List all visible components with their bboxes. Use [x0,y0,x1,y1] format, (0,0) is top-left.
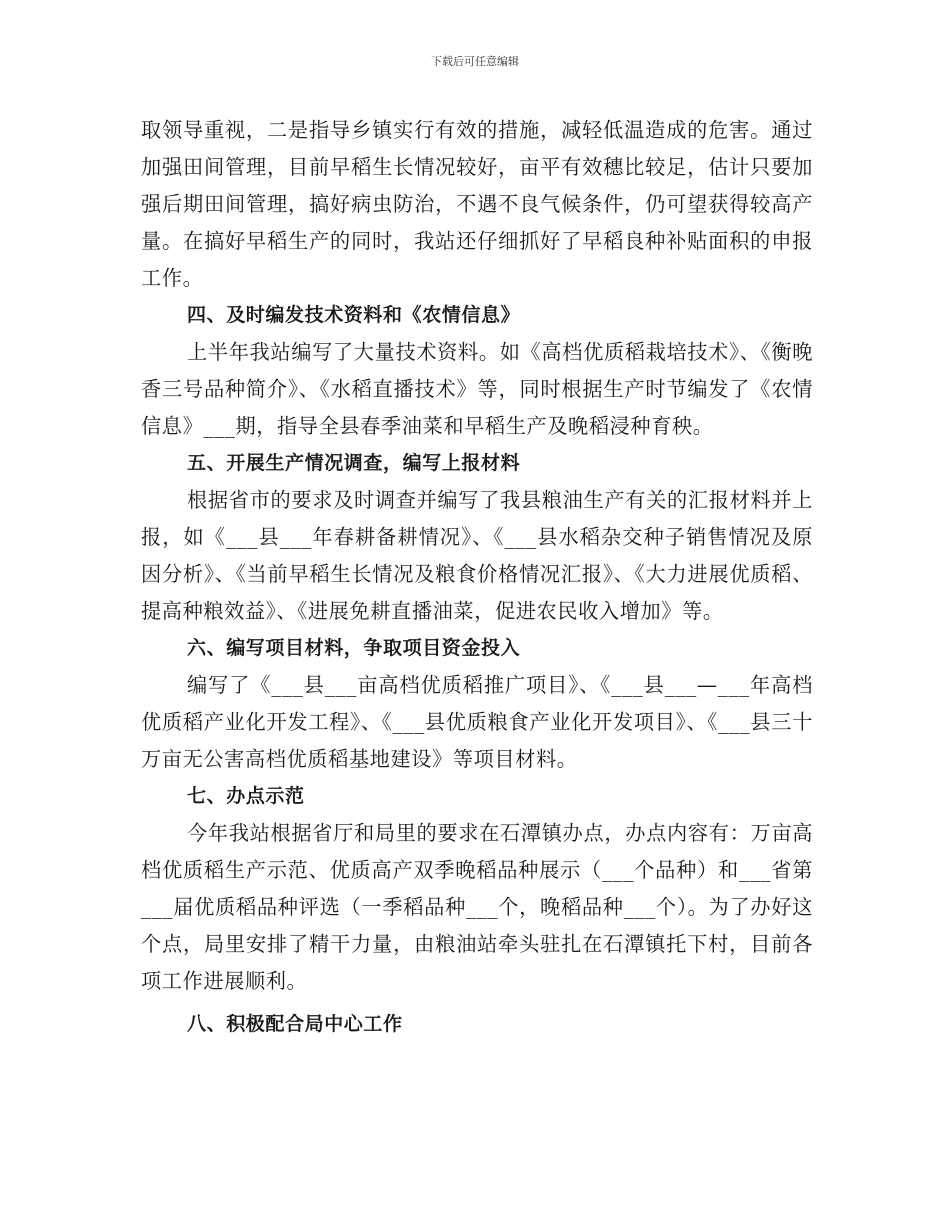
paragraph-continued: 取领导重视，二是指导乡镇实行有效的措施，减轻低温造成的危害。通过加强田间管理，目前早稻生长情况较好，亩平有效穗比较足，估计只要加强后期田间管理，搞好病虫防治，不遇不良气候条件，仍可望获得较高产量。在搞好早稻生产的同时，我站还仔细抓好了早稻良种补贴面积的申报工作。 [141,118,813,290]
section-heading-4: 四、及时编发技术资料和《农情信息》 [187,304,521,326]
section-heading-8: 八、积极配合局中心工作 [187,1013,403,1035]
paragraph-section-5: 根据省市的要求及时调查并编写了我县粮油生产有关的汇报材料并上报，如《___县___年春耕备耕情况》、《___县水稻杂交种子销售情况及原因分析》、《当前早稻生长情况及粮食价格情况汇报》、《大力进展优质稻、提高种粮效益》、《进展免耕直播油菜，促进农民收入增加》等。 [141,488,813,623]
paragraph-section-6: 编写了《___县___亩高档优质稻推广项目》、《___县___—___年高档优质稻产业化开发工程》、《___县优质粮食产业化开发项目》、《___县三十万亩无公害高档优质稻基地建设》等项目材料。 [141,673,813,771]
page-header: 下载后可任意编辑 [431,55,519,68]
paragraph-section-7: 今年我站根据省厅和局里的要求在石潭镇办点，办点内容有：万亩高档优质稻生产示范、优质高产双季晚稻品种展示（___个品种）和___省第___届优质稻品种评选（一季稻品种___个，晚稻品种___个）。为了办好这个点，局里安排了精干力量，由粮油站牵头驻扎在石潭镇托下村，目前各项工作进展顺利。 [141,821,813,993]
section-heading-7: 七、办点示范 [187,785,305,807]
document-body [141,112,813,1043]
section-heading-5: 五、开展生产情况调查，编写上报材料 [187,452,521,474]
section-heading-6: 六、编写项目材料，争取项目资金投入 [187,637,521,659]
paragraph-section-4: 上半年我站编写了大量技术资料。如《高档优质稻栽培技术》、《衡晚香三号品种简介》、《水稻直播技术》等，同时根据生产时节编发了《农情信息》___期，指导全县春季油菜和早稻生产及晚稻浸种育秧。 [141,340,813,438]
